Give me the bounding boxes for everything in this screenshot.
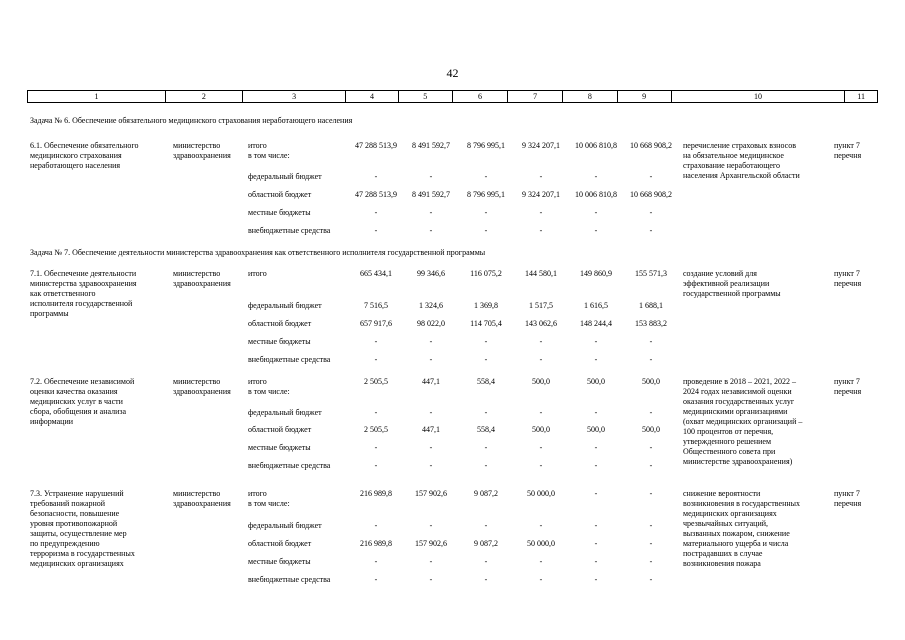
funding-value: - (539, 461, 543, 470)
funding-value: 8 796 995,1 (467, 141, 505, 150)
funding-value: 98 022,0 (417, 319, 445, 328)
col-header: 9 (617, 91, 671, 103)
measure-name-line: терроризма в государственных (30, 549, 135, 558)
funding-value: 149 860,9 (580, 269, 612, 278)
column-header-table (27, 90, 878, 103)
result-line: страхование неработающего (683, 161, 780, 170)
funding-value: 116 075,2 (470, 269, 502, 278)
executor-line: здравоохранения (173, 151, 231, 160)
funding-value: - (594, 172, 598, 181)
funding-value: 8 796 995,1 (467, 190, 505, 199)
funding-value: - (594, 408, 598, 417)
funding-value: 10 006 810,8 (575, 190, 617, 199)
funding-value: 50 000,0 (527, 539, 555, 548)
executor-line: министерство (173, 377, 221, 386)
result-line: медицинских организациях (683, 509, 777, 518)
funding-value: 9 087,2 (474, 489, 498, 498)
funding-value: - (374, 226, 378, 235)
funding-source-label: в том числе: (248, 499, 290, 508)
funding-value: 1 616,5 (584, 301, 608, 310)
funding-value: 148 244,4 (580, 319, 612, 328)
col-header: 8 (563, 91, 617, 103)
funding-value: - (594, 557, 598, 566)
funding-value: - (649, 557, 653, 566)
funding-value: 9 087,2 (474, 539, 498, 548)
funding-value: 50 000,0 (527, 489, 555, 498)
column-header-row (28, 91, 878, 103)
measure-name-line: сбора, обобщения и анализа (30, 407, 127, 416)
funding-value: - (539, 208, 543, 217)
funding-value: - (649, 208, 653, 217)
funding-value: 1 324,6 (419, 301, 443, 310)
funding-value: - (539, 521, 543, 530)
funding-value: 500,0 (532, 425, 550, 434)
funding-value: - (649, 521, 653, 530)
task-heading: Задача № 6. Обеспечение обязательного медицинского страхования неработающего населения (30, 116, 353, 125)
funding-value: - (539, 557, 543, 566)
funding-value: 447,1 (422, 425, 440, 434)
funding-value: - (374, 443, 378, 452)
executor-line: здравоохранения (173, 499, 231, 508)
funding-value: 153 883,2 (635, 319, 667, 328)
funding-value: 500,0 (587, 377, 605, 386)
funding-value: - (374, 337, 378, 346)
funding-value: 2 505,5 (364, 425, 388, 434)
executor-line: министерство (173, 269, 221, 278)
funding-value: - (594, 226, 598, 235)
funding-value: 144 580,1 (525, 269, 557, 278)
funding-source-label: местные бюджеты (248, 557, 311, 566)
funding-value: - (429, 355, 433, 364)
funding-value: 1 369,8 (474, 301, 498, 310)
measure-name-line: как ответственного (30, 289, 96, 298)
measure-name-line: по предупреждению (30, 539, 100, 548)
reference-line: перечня (834, 279, 862, 288)
measure-name-line: 7.3. Устранение нарушений (30, 489, 124, 498)
funding-value: 665 434,1 (360, 269, 392, 278)
measure-name-line: 7.1. Обеспечение деятельности (30, 269, 137, 278)
funding-source-label: внебюджетные средства (248, 461, 331, 470)
funding-value: - (649, 461, 653, 470)
funding-value: 47 288 513,9 (355, 190, 397, 199)
funding-source-label: областной бюджет (248, 319, 312, 328)
funding-value: - (484, 443, 488, 452)
reference-line: пункт 7 (834, 269, 860, 278)
measure-name-line: 7.2. Обеспечение независимой (30, 377, 135, 386)
funding-value: 657 917,6 (360, 319, 392, 328)
measure-name-line: медицинских услуг в части (30, 397, 123, 406)
funding-value: - (649, 443, 653, 452)
funding-value: - (484, 521, 488, 530)
measure-name-line: неработающего населения (30, 161, 121, 170)
funding-value: - (594, 337, 598, 346)
funding-value: - (594, 461, 598, 470)
result-line: утвержденного решением (683, 437, 772, 446)
funding-source-label: итого (248, 377, 267, 386)
funding-source-label: федеральный бюджет (248, 408, 322, 417)
col-header: 11 (845, 91, 878, 103)
executor-line: министерство (173, 489, 221, 498)
measure-name-line: уровня противопожарной (30, 519, 118, 528)
funding-value: - (429, 337, 433, 346)
funding-source-label: областной бюджет (248, 190, 312, 199)
measure-name-line: министерства здравоохранения (30, 279, 137, 288)
funding-value: 500,0 (532, 377, 550, 386)
reference-line: перечня (834, 499, 862, 508)
funding-value: 2 505,5 (364, 377, 388, 386)
executor-line: министерство (173, 141, 221, 150)
funding-value: - (484, 461, 488, 470)
page-number: 42 (446, 66, 459, 80)
funding-value: 216 989,8 (360, 539, 392, 548)
funding-value: 143 062,6 (525, 319, 557, 328)
result-line: создание условий для (683, 269, 757, 278)
result-line: перечисление страховых взносов (683, 141, 796, 150)
funding-value: 157 902,6 (415, 539, 447, 548)
measure-name-line: требований пожарной (30, 499, 106, 508)
funding-source-label: внебюджетные средства (248, 355, 331, 364)
result-line: 2024 годах независимой оценки (683, 387, 792, 396)
funding-source-label: местные бюджеты (248, 337, 311, 346)
funding-value: - (594, 355, 598, 364)
measure-name-line: информации (30, 417, 74, 426)
funding-value: - (374, 461, 378, 470)
funding-value: 216 989,8 (360, 489, 392, 498)
funding-value: - (484, 557, 488, 566)
funding-source-label: федеральный бюджет (248, 301, 322, 310)
measure-name-line: исполнителя государственной (30, 299, 133, 308)
funding-value: 10 668 908,2 (630, 141, 672, 150)
measure-name-line: медицинских организациях (30, 559, 124, 568)
funding-value: 9 324 207,1 (522, 141, 560, 150)
funding-value: - (374, 355, 378, 364)
funding-source-label: в том числе: (248, 387, 290, 396)
result-line: чрезвычайных ситуаций, (683, 519, 769, 528)
funding-value: - (649, 337, 653, 346)
funding-source-label: внебюджетные средства (248, 575, 331, 584)
funding-value: 7 516,5 (364, 301, 388, 310)
executor-line: здравоохранения (173, 387, 231, 396)
funding-value: - (484, 208, 488, 217)
measure-name-line: защиты, осуществление мер (30, 529, 127, 538)
funding-value: - (649, 489, 653, 498)
funding-value: - (539, 337, 543, 346)
funding-value: - (594, 521, 598, 530)
funding-value: - (649, 355, 653, 364)
funding-value: - (429, 443, 433, 452)
funding-value: - (429, 557, 433, 566)
measure-name-line: безопасности, повышение (30, 509, 120, 518)
funding-source-label: в том числе: (248, 151, 290, 160)
funding-value: 500,0 (642, 425, 660, 434)
funding-value: - (649, 172, 653, 181)
funding-value: - (484, 337, 488, 346)
funding-value: - (649, 226, 653, 235)
reference-line: пункт 7 (834, 141, 860, 150)
funding-value: 558,4 (477, 425, 495, 434)
funding-source-label: областной бюджет (248, 425, 312, 434)
result-line: снижение вероятности (683, 489, 761, 498)
funding-value: - (374, 575, 378, 584)
result-line: государственной программы (683, 289, 781, 298)
measure-name-line: оценки качества оказания (30, 387, 118, 396)
funding-value: - (484, 172, 488, 181)
funding-value: - (429, 521, 433, 530)
result-line: материального ущерба и числа (683, 539, 789, 548)
funding-value: - (374, 557, 378, 566)
funding-value: - (539, 408, 543, 417)
funding-value: 558,4 (477, 377, 495, 386)
funding-source-label: федеральный бюджет (248, 172, 322, 181)
col-header: 1 (28, 91, 166, 103)
funding-value: - (594, 208, 598, 217)
result-line: Общественного совета при (683, 447, 776, 456)
funding-value: 9 324 207,1 (522, 190, 560, 199)
col-header: 6 (452, 91, 507, 103)
col-header: 7 (508, 91, 563, 103)
col-header: 5 (398, 91, 452, 103)
funding-value: - (429, 575, 433, 584)
result-line: эффективной реализации (683, 279, 770, 288)
funding-value: - (429, 172, 433, 181)
reference-line: перечня (834, 151, 862, 160)
funding-value: 157 902,6 (415, 489, 447, 498)
col-header: 10 (671, 91, 844, 103)
funding-source-label: внебюджетные средства (248, 226, 331, 235)
result-line: возникновения пожара (683, 559, 761, 568)
reference-line: пункт 7 (834, 489, 860, 498)
funding-value: - (594, 539, 598, 548)
funding-value: - (594, 489, 598, 498)
result-line: населения Архангельской области (683, 171, 800, 180)
funding-value: 447,1 (422, 377, 440, 386)
col-header: 4 (346, 91, 398, 103)
funding-value: - (374, 521, 378, 530)
funding-value: - (539, 172, 543, 181)
funding-value: 500,0 (587, 425, 605, 434)
funding-value: - (374, 208, 378, 217)
funding-value: 1 688,1 (639, 301, 663, 310)
funding-value: - (594, 575, 598, 584)
col-header: 3 (242, 91, 345, 103)
funding-value: 10 668 908,2 (630, 190, 672, 199)
funding-value: - (374, 172, 378, 181)
funding-source-label: местные бюджеты (248, 208, 311, 217)
result-line: вызванных пожаром, снижение (683, 529, 790, 538)
funding-value: - (429, 208, 433, 217)
funding-value: - (429, 408, 433, 417)
funding-source-label: итого (248, 489, 267, 498)
funding-source-label: местные бюджеты (248, 443, 311, 452)
task-heading: Задача № 7. Обеспечение деятельности министерства здравоохранения как ответственного исполнителя государственной программы (30, 248, 486, 257)
funding-value: - (374, 408, 378, 417)
result-line: пострадавших в случае (683, 549, 763, 558)
result-line: (охват медицинских организаций – (683, 417, 803, 426)
funding-source-label: федеральный бюджет (248, 521, 322, 530)
funding-value: - (484, 355, 488, 364)
funding-source-label: итого (248, 141, 267, 150)
funding-value: 114 705,4 (470, 319, 502, 328)
funding-source-label: итого (248, 269, 267, 278)
result-line: министерстве здравоохранения) (683, 457, 793, 466)
funding-value: 47 288 513,9 (355, 141, 397, 150)
result-line: на обязательное медицинское (683, 151, 784, 160)
measure-name-line: 6.1. Обеспечение обязательного (30, 141, 139, 150)
funding-value: - (484, 575, 488, 584)
result-line: 100 процентов от перечня, (683, 427, 774, 436)
funding-value: - (484, 226, 488, 235)
funding-value: 8 491 592,7 (412, 190, 450, 199)
funding-value: 1 517,5 (529, 301, 553, 310)
result-line: оказания государственных услуг (683, 397, 795, 406)
executor-line: здравоохранения (173, 279, 231, 288)
funding-value: - (539, 575, 543, 584)
col-header: 2 (165, 91, 242, 103)
funding-value: - (429, 226, 433, 235)
funding-value: 10 006 810,8 (575, 141, 617, 150)
funding-value: - (594, 443, 598, 452)
funding-value: - (649, 539, 653, 548)
reference-line: перечня (834, 387, 862, 396)
measure-name-line: программы (30, 309, 69, 318)
funding-value: 8 491 592,7 (412, 141, 450, 150)
funding-value: - (484, 408, 488, 417)
result-line: медицинскими организациями (683, 407, 788, 416)
funding-value: - (539, 355, 543, 364)
measure-name-line: медицинского страхования (30, 151, 122, 160)
funding-value: - (539, 443, 543, 452)
funding-value: 500,0 (642, 377, 660, 386)
funding-value: 99 346,6 (417, 269, 445, 278)
funding-value: - (649, 575, 653, 584)
funding-value: 155 571,3 (635, 269, 667, 278)
result-line: возникновения в государственных (683, 499, 801, 508)
funding-value: - (429, 461, 433, 470)
funding-value: - (649, 408, 653, 417)
funding-value: - (539, 226, 543, 235)
reference-line: пункт 7 (834, 377, 860, 386)
result-line: проведение в 2018 – 2021, 2022 – (683, 377, 796, 386)
funding-source-label: областной бюджет (248, 539, 312, 548)
